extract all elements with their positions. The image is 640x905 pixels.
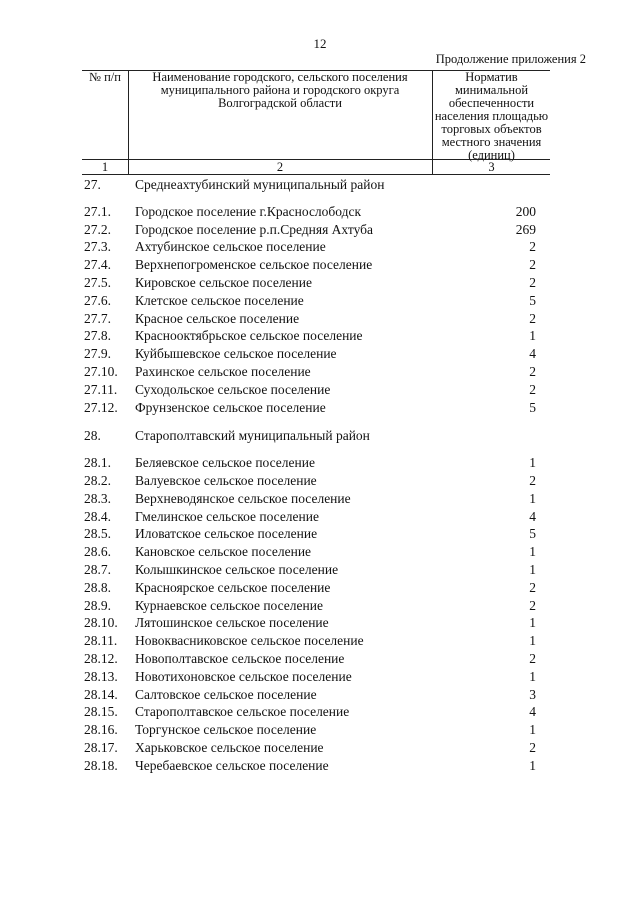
settlement-name: Колышкинское сельское поселение — [135, 561, 339, 577]
row-number: 28.1. — [84, 455, 111, 471]
settlement-name: Кировское сельское поселение — [135, 274, 312, 290]
norm-value: 1 — [529, 722, 536, 738]
norm-value: 2 — [529, 597, 536, 613]
row-number: 27.1. — [84, 203, 111, 219]
norm-value: 269 — [515, 221, 536, 237]
norm-value: 1 — [529, 615, 536, 631]
row-number: 28.3. — [84, 490, 111, 506]
table-row — [82, 650, 562, 668]
norm-value: 4 — [529, 508, 536, 524]
table-row — [82, 238, 562, 256]
settlement-name: Курнаевское сельское поселение — [135, 597, 323, 613]
row-number: 28.17. — [84, 739, 118, 755]
row-number: 28.10. — [84, 615, 118, 631]
row-number: 27.9. — [84, 346, 111, 362]
table-row — [82, 632, 562, 650]
table-row — [82, 381, 562, 399]
row-number: 28.11. — [84, 633, 118, 649]
table-row — [82, 757, 562, 775]
settlement-name: Верхневодянское сельское поселение — [135, 490, 351, 506]
row-number: 28.8. — [84, 579, 111, 595]
settlement-name: Салтовское сельское поселение — [135, 686, 317, 702]
district-row — [82, 176, 562, 194]
norm-value: 4 — [529, 704, 536, 720]
column-number-3: 3 — [488, 160, 495, 174]
header-col-name: Наименование городского, сельского поселения муниципального района и городского округа Волгоградской области — [128, 71, 433, 174]
table-row — [82, 579, 562, 597]
table-row — [82, 454, 562, 472]
district-number: 27. — [84, 177, 101, 192]
settlement-name: Беляевское сельское поселение — [135, 455, 315, 471]
table-row — [82, 345, 562, 363]
row-number: 28.6. — [84, 544, 111, 560]
norm-value: 5 — [529, 292, 536, 308]
row-number: 27.6. — [84, 292, 111, 308]
norm-value: 1 — [529, 490, 536, 506]
row-number: 28.4. — [84, 508, 111, 524]
row-number: 28.7. — [84, 561, 111, 577]
row-number: 28.14. — [84, 686, 118, 702]
norm-value: 1 — [529, 328, 536, 344]
settlement-name: Верхнепогроменское сельское поселение — [135, 257, 373, 273]
norm-value: 2 — [529, 381, 536, 397]
settlement-name: Ахтубинское сельское поселение — [135, 239, 326, 255]
settlement-name: Иловатское сельское поселение — [135, 526, 318, 542]
norm-value: 1 — [529, 455, 536, 471]
settlement-name: Куйбышевское сельское поселение — [135, 346, 337, 362]
header-col-number: № п/п — [82, 71, 129, 174]
norm-value: 2 — [529, 363, 536, 379]
table-row — [82, 399, 562, 417]
table-row — [82, 274, 562, 292]
table-row — [82, 525, 562, 543]
settlement-name: Рахинское сельское поселение — [135, 363, 311, 379]
norm-value: 2 — [529, 739, 536, 755]
row-number: 27.12. — [84, 399, 118, 415]
settlement-name: Харьковское сельское поселение — [135, 739, 324, 755]
table-row — [82, 686, 562, 704]
row-number: 28.15. — [84, 704, 118, 720]
district-name: Старополтавский муниципальный район — [135, 428, 370, 444]
settlement-name: Краснооктябрьское сельское поселение — [135, 328, 363, 344]
norm-value: 2 — [529, 239, 536, 255]
row-number: 28.2. — [84, 472, 111, 488]
table-row — [82, 327, 562, 345]
row-number: 27.7. — [84, 310, 111, 326]
settlement-name: Фрунзенское сельское поселение — [135, 399, 326, 415]
norm-value: 2 — [529, 257, 536, 273]
norm-value: 200 — [515, 203, 536, 219]
row-number: 28.18. — [84, 757, 118, 773]
row-number: 28.5. — [84, 526, 111, 542]
table-row — [82, 292, 562, 310]
table-row — [82, 614, 562, 632]
row-number: 27.5. — [84, 274, 111, 290]
column-number-1: 1 — [101, 160, 109, 174]
norm-value: 3 — [529, 686, 536, 702]
header-column-numbers — [82, 159, 550, 175]
section-gap — [82, 416, 562, 427]
settlement-name: Гмелинское сельское поселение — [135, 508, 319, 524]
district-name: Среднеахтубинский муниципальный район — [135, 177, 385, 192]
norm-value: 5 — [529, 526, 536, 542]
settlement-name: Клетское сельское поселение — [135, 292, 304, 308]
row-number: 27.4. — [84, 257, 111, 273]
district-number: 28. — [84, 428, 101, 444]
norm-value: 2 — [529, 650, 536, 666]
settlement-name: Суходольское сельское поселение — [135, 381, 331, 397]
table-row — [82, 597, 562, 615]
settlement-name: Кановское сельское поселение — [135, 544, 312, 560]
norm-value: 2 — [529, 472, 536, 488]
settlement-name: Городское поселение г.Краснослободск — [135, 203, 362, 219]
row-number: 27.10. — [84, 363, 118, 379]
norm-value: 5 — [529, 399, 536, 415]
row-number: 27.2. — [84, 221, 111, 237]
continuation-note: Продолжение приложения 2 — [435, 52, 586, 66]
row-number: 28.9. — [84, 597, 111, 613]
row-number: 28.13. — [84, 668, 118, 684]
settlement-name: Лятошинское сельское поселение — [135, 615, 329, 631]
header-col-norm: Норматив минимальной обеспеченности населения площадью торговых объектов местного значения (единиц) — [434, 70, 549, 162]
table-row — [82, 490, 562, 508]
table-header — [82, 70, 550, 175]
row-number: 27.11. — [84, 381, 118, 397]
settlement-name: Красноярское сельское поселение — [135, 579, 331, 595]
row-number: 27.3. — [84, 239, 111, 255]
table-row — [82, 739, 562, 757]
norm-value: 1 — [529, 668, 536, 684]
settlement-name: Новоквасниковское сельское поселение — [135, 633, 364, 649]
table-row — [82, 221, 562, 239]
row-number: 27.8. — [84, 328, 111, 344]
table-row — [82, 508, 562, 526]
settlement-name: Валуевское сельское поселение — [135, 472, 317, 488]
table-row — [82, 668, 562, 686]
table-row — [82, 721, 562, 739]
table-row — [82, 203, 562, 221]
norm-value: 1 — [529, 757, 536, 773]
row-number: 28.16. — [84, 722, 118, 738]
table-row — [82, 561, 562, 579]
norm-value: 1 — [529, 544, 536, 560]
norm-value: 1 — [529, 561, 536, 577]
settlement-name: Новополтавское сельское поселение — [135, 650, 345, 666]
settlement-name: Черебаевское сельское поселение — [135, 757, 329, 773]
norm-value: 2 — [529, 310, 536, 326]
table-row — [82, 363, 562, 381]
table-row — [82, 256, 562, 274]
norm-value: 2 — [529, 579, 536, 595]
settlement-name: Новотихоновское сельское поселение — [135, 668, 352, 684]
row-number: 28.12. — [84, 650, 118, 666]
settlement-name: Городское поселение р.п.Средняя Ахтуба — [135, 221, 373, 237]
page-number: 12 — [313, 36, 327, 51]
table-body — [82, 176, 562, 775]
district-row — [82, 427, 562, 445]
norm-value: 1 — [529, 633, 536, 649]
norm-value: 4 — [529, 346, 536, 362]
table-row — [82, 472, 562, 490]
settlement-name: Старополтавское сельское поселение — [135, 704, 350, 720]
table-row — [82, 310, 562, 328]
table-row — [82, 543, 562, 561]
settlement-name: Торгунское сельское поселение — [135, 722, 317, 738]
settlement-name: Красное сельское поселение — [135, 310, 300, 326]
column-number-2: 2 — [276, 160, 284, 174]
norm-value: 2 — [529, 274, 536, 290]
table-row — [82, 703, 562, 721]
